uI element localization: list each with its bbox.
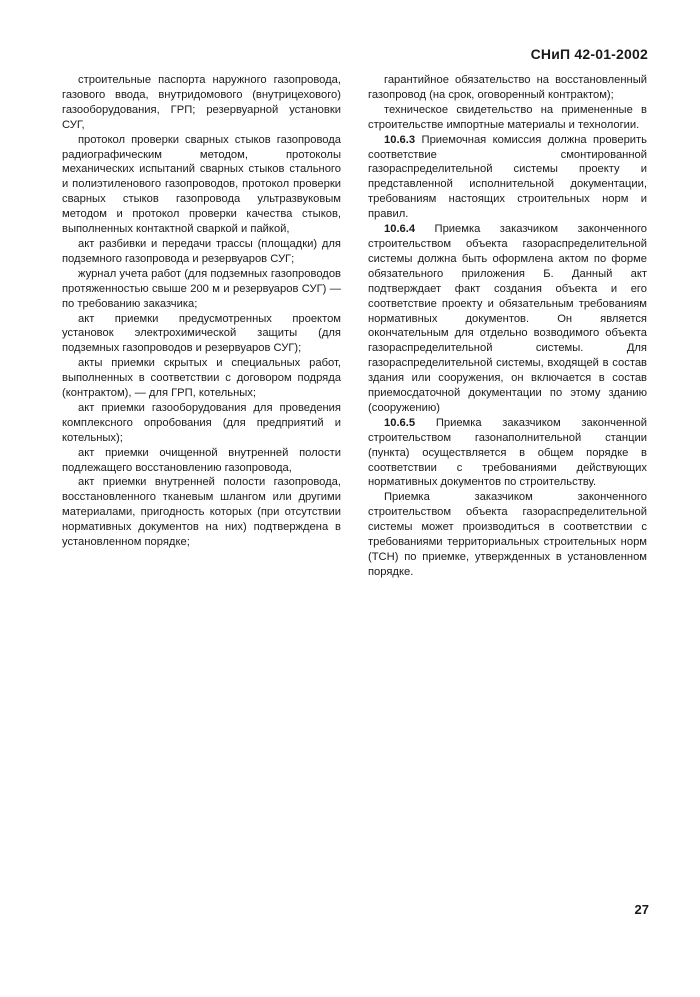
paragraph: журнал учета работ (для подземных газопроводов протяженностью свыше 200 м и резервуаров СУГ) — по требованию заказчика; bbox=[62, 267, 341, 310]
clause-text: Приемка заказчиком законченного строительством объекта газораспределительной системы может производиться в соответствии с требованиями территориальных строительных норм (ТСН) по приемке, утвержденных в установленном порядке. bbox=[368, 491, 647, 578]
left-column bbox=[62, 73, 341, 550]
clause-10-6-3 bbox=[368, 133, 647, 222]
clause-text: Приемочная комиссия должна проверить соответствие смонтированной газораспределительной системы проекту и представленной исполнительной документации, требованиям настоящих строительных норм и правил. bbox=[368, 133, 648, 221]
paragraph: акт приемки предусмотренных проектом установок электрохимической защиты (для подземных газопроводов и резервуаров СУГ); bbox=[62, 312, 341, 355]
paragraph: строительные паспорта наружного газопровода, газового ввода, внутридомового (внутрицехового) газооборудования, ГРП; резервуарной установки СУГ, bbox=[62, 74, 341, 131]
paragraph bbox=[368, 103, 647, 133]
page-number: 27 bbox=[634, 902, 649, 917]
paragraph: акт разбивки и передачи трассы (площадки) для подземного газопровода и резервуаров СУГ; bbox=[62, 237, 341, 265]
clause-number: 10.6.5 bbox=[384, 416, 416, 429]
clause-number: 10.6.4 bbox=[384, 223, 416, 236]
paragraph: акт приемки газооборудования для проведения комплексного опробования (для предприятий и котельных); bbox=[62, 401, 341, 444]
right-column bbox=[368, 73, 647, 580]
clause-text: гарантийное обязательство на восстановленный газопровод (на срок, оговоренный контрактом); bbox=[368, 74, 647, 101]
clause-text: Приемка заказчиком законченного строительством объекта газораспределительной системы должна быть оформлена актом по форме обязательного приложения Б. Данный акт подтверждает факт создания объекта и его соответствие проекту и обязательным требованиям нормативных документов. Он является окончательным для отдельно возводимого объекта газораспределительной системы. Для газораспределительной системы, входящей в состав здания или сооружения, он включается в состав приемосдаточной документации по этому зданию (сооружению) bbox=[368, 223, 648, 414]
paragraph: акт приемки очищенной внутренней полости подлежащего восстановлению газопровода, bbox=[62, 446, 341, 474]
paragraph: акт приемки внутренней полости газопровода, восстановленного тканевым шлангом или другими материалами, пригодность которых (при отсутствии нормативных документов на них) подтверждена в установленном порядке; bbox=[62, 476, 341, 549]
paragraph: акты приемки скрытых и специальных работ, выполненных в соответствии с договором подряда (контрактом), — для ГРП, котельных; bbox=[62, 357, 341, 400]
clause-text: Приемка заказчиком законченной строительством газонаполнительной станции (пункта) осуществляется в общем порядке в соответствии с требованиями действующих нормативных документов по строительству. bbox=[368, 416, 648, 489]
paragraph bbox=[368, 490, 647, 579]
clause-number: 10.6.3 bbox=[384, 133, 416, 146]
document-code: СНиП 42-01-2002 bbox=[530, 46, 648, 62]
clause-10-6-5 bbox=[368, 416, 647, 491]
paragraph: протокол проверки сварных стыков газопровода радиографическим методом, протоколы механических испытаний сварных стыков стального и полиэтиленового газопроводов, протокол проверки сварных стыков газопровода ультразвуковым методом и протокол проверки качества стыков, выполненных контактной сваркой и пайкой, bbox=[62, 133, 341, 236]
clause-text: техническое свидетельство на примененные в строительстве импортные материалы и технологии. bbox=[368, 103, 647, 131]
clause-10-6-4 bbox=[368, 222, 647, 416]
paragraph bbox=[368, 73, 647, 103]
